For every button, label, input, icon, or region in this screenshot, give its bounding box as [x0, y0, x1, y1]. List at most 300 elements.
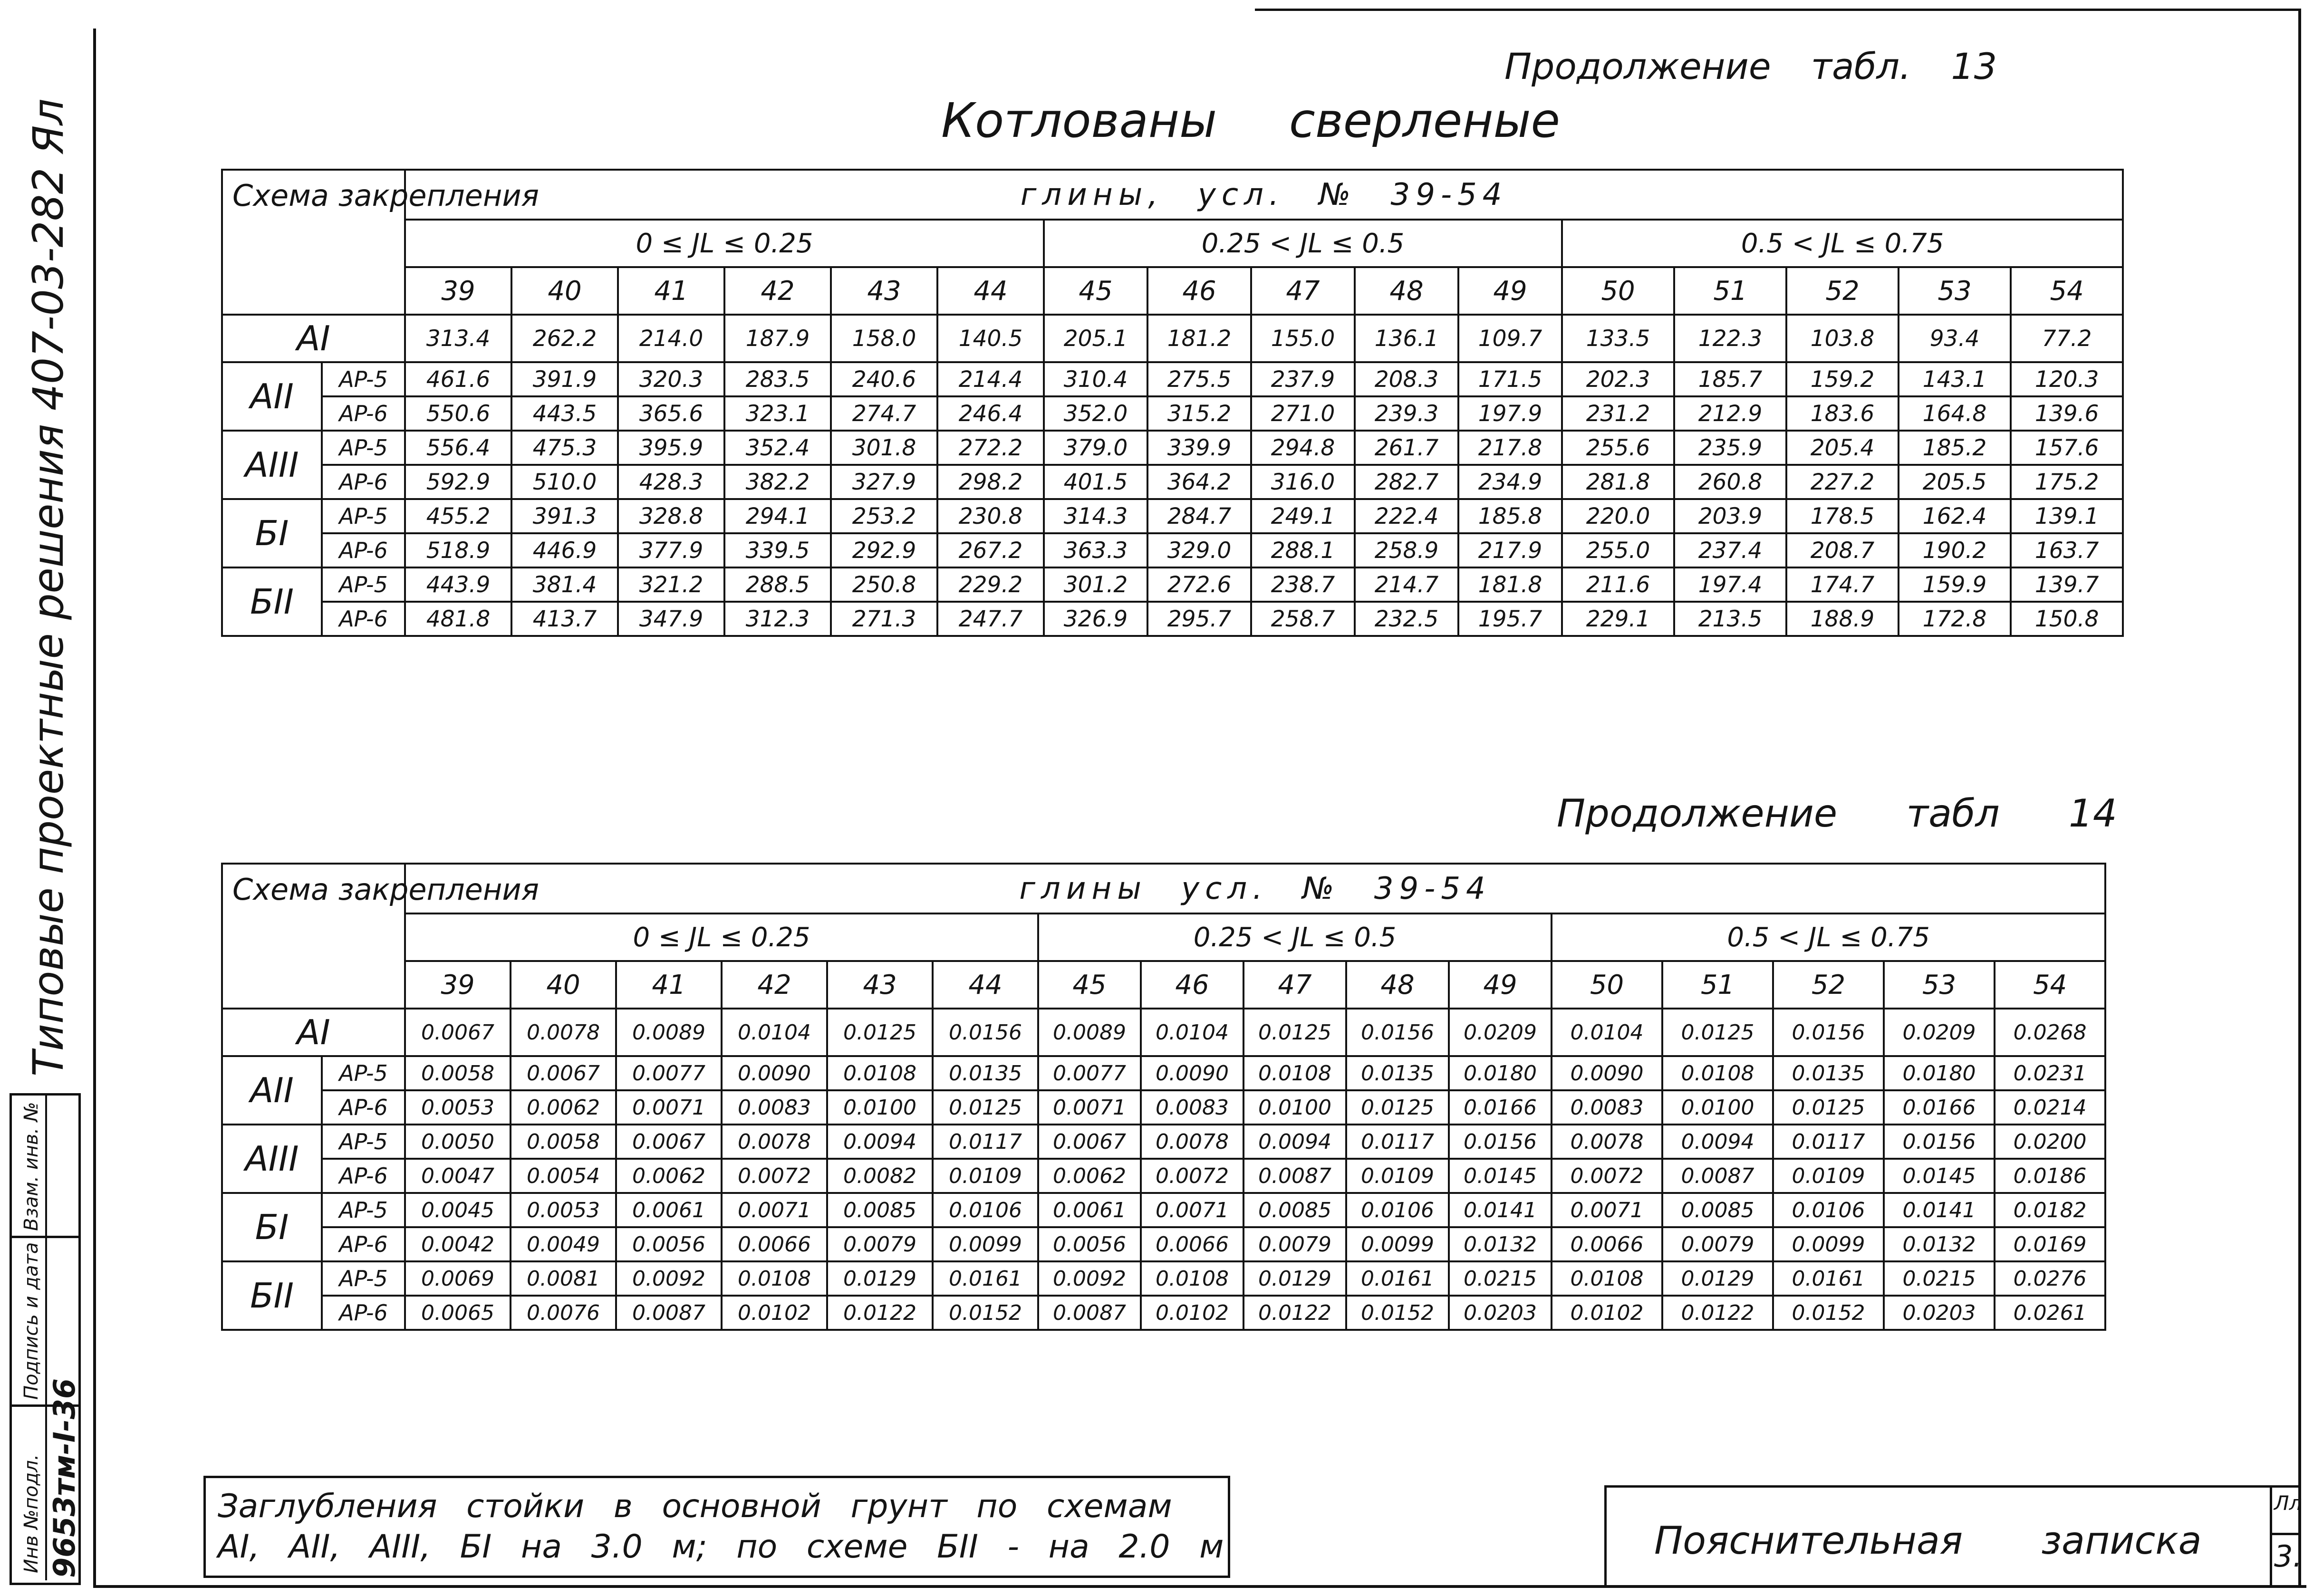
- table-cell: 352.4: [724, 431, 831, 465]
- table-row: [222, 1227, 2105, 1261]
- table-cell: 183.6: [1786, 396, 1899, 431]
- table-cell: 455.2: [405, 499, 511, 533]
- table-cell: 158.0: [831, 315, 937, 362]
- table-cell: 247.7: [937, 602, 1044, 636]
- table-row: [222, 396, 2123, 431]
- table14-scheme-header: Схема закрепления: [222, 864, 405, 1009]
- table-cell: 0.0058: [405, 1056, 511, 1090]
- table-cell: 229.2: [937, 567, 1044, 602]
- table-cell: 315.2: [1147, 396, 1251, 431]
- table-cell: 246.4: [937, 396, 1044, 431]
- table-cell: 0.0104: [722, 1009, 827, 1056]
- table-cell: 0.0102: [1141, 1296, 1243, 1330]
- sheet-divider: [2272, 1533, 2301, 1535]
- table-cell: 0.0092: [1038, 1261, 1141, 1296]
- table-cell: 195.7: [1458, 602, 1562, 636]
- table-cell: 272.2: [937, 431, 1044, 465]
- table-cell: 381.4: [511, 567, 618, 602]
- stamp-label-sign: Подпись и дата: [20, 1242, 42, 1400]
- table13-title: Котлованы сверленые: [941, 93, 1561, 148]
- table-cell: 0.0108: [1243, 1056, 1346, 1090]
- table-cell: 261.7: [1355, 431, 1458, 465]
- table13-column-header: 41: [618, 267, 724, 315]
- table-cell: 0.0089: [616, 1009, 722, 1056]
- table-cell: 0.0117: [933, 1125, 1038, 1159]
- table-cell: 0.0117: [1346, 1125, 1449, 1159]
- table-cell: 0.0072: [722, 1159, 827, 1193]
- table-cell: 428.3: [618, 465, 724, 499]
- table-cell: 250.8: [831, 567, 937, 602]
- table-cell: 0.0056: [616, 1227, 722, 1261]
- table-cell: 0.0049: [511, 1227, 616, 1261]
- table-cell: 0.0200: [1995, 1125, 2105, 1159]
- table-cell: 133.5: [1562, 315, 1674, 362]
- table-row: [222, 499, 2123, 533]
- table-cell: 0.0215: [1884, 1261, 1995, 1296]
- table-cell: 377.9: [618, 533, 724, 567]
- table-cell: 190.2: [1899, 533, 2011, 567]
- table-cell: 0.0125: [933, 1090, 1038, 1125]
- table-row: [222, 1056, 2105, 1090]
- table13-column-header: 48: [1355, 267, 1458, 315]
- table13: [221, 169, 2124, 637]
- table-cell: 181.2: [1147, 315, 1251, 362]
- table-cell: 237.9: [1251, 362, 1355, 396]
- table-cell: 0.0082: [827, 1159, 933, 1193]
- table-cell: 0.0125: [1243, 1009, 1346, 1056]
- anchor-type-label: AP-6: [322, 533, 405, 567]
- table-cell: 323.1: [724, 396, 831, 431]
- scheme-label: AI: [222, 1009, 405, 1056]
- table-cell: 0.0054: [511, 1159, 616, 1193]
- table-cell: 0.0156: [1449, 1125, 1552, 1159]
- table-cell: 258.9: [1355, 533, 1458, 567]
- table-cell: 0.0094: [827, 1125, 933, 1159]
- table-cell: 0.0071: [1552, 1193, 1662, 1227]
- scheme-label: AI: [222, 315, 405, 362]
- table-cell: 0.0104: [1141, 1009, 1243, 1056]
- table-cell: 294.1: [724, 499, 831, 533]
- table-cell: 172.8: [1899, 602, 2011, 636]
- table13-continuation: Продолжение табл. 13: [1504, 45, 1997, 87]
- table-cell: 227.2: [1786, 465, 1899, 499]
- title-block-title: Пояснительная записка: [1654, 1519, 2202, 1563]
- table-cell: 0.0156: [1884, 1125, 1995, 1159]
- table-cell: 205.5: [1899, 465, 2011, 499]
- table-cell: 0.0062: [1038, 1159, 1141, 1193]
- table-cell: 185.2: [1899, 431, 2011, 465]
- table-cell: 446.9: [511, 533, 618, 567]
- anchor-type-label: AP-6: [322, 465, 405, 499]
- table-cell: 272.6: [1147, 567, 1251, 602]
- table-cell: 0.0125: [1346, 1090, 1449, 1125]
- table-cell: 592.9: [405, 465, 511, 499]
- table-cell: 301.2: [1044, 567, 1147, 602]
- table-cell: 0.0069: [405, 1261, 511, 1296]
- table-cell: 0.0108: [1662, 1056, 1773, 1090]
- table-cell: 0.0071: [1141, 1193, 1243, 1227]
- table-cell: 294.8: [1251, 431, 1355, 465]
- table-cell: 0.0099: [1773, 1227, 1884, 1261]
- table14-column-header: 50: [1552, 961, 1662, 1009]
- table-row: [222, 1261, 2105, 1296]
- table-cell: 0.0108: [722, 1261, 827, 1296]
- table-cell: 0.0122: [1243, 1296, 1346, 1330]
- scheme-label: БII: [222, 567, 322, 636]
- table14-range-3: 0.5 < JL ≤ 0.75: [1552, 913, 2105, 961]
- table-cell: 0.0065: [405, 1296, 511, 1330]
- table-cell: 232.5: [1355, 602, 1458, 636]
- table-cell: 0.0166: [1884, 1090, 1995, 1125]
- table-cell: 238.7: [1251, 567, 1355, 602]
- table-cell: 0.0066: [1552, 1227, 1662, 1261]
- table-cell: 0.0061: [1038, 1193, 1141, 1227]
- table-cell: 0.0156: [1346, 1009, 1449, 1056]
- table-cell: 0.0066: [1141, 1227, 1243, 1261]
- table14-column-row: [222, 961, 2105, 1009]
- table-cell: 310.4: [1044, 362, 1147, 396]
- table-cell: 239.3: [1355, 396, 1458, 431]
- table13-column-header: 42: [724, 267, 831, 315]
- table-cell: 0.0067: [405, 1009, 511, 1056]
- table-row: [222, 1090, 2105, 1125]
- table13-column-header: 47: [1251, 267, 1355, 315]
- sheet-number: 3.: [2274, 1539, 2303, 1574]
- table13-column-header: 40: [511, 267, 618, 315]
- table-cell: 255.0: [1562, 533, 1674, 567]
- table14-column-header: 41: [616, 961, 722, 1009]
- table-cell: 0.0129: [1243, 1261, 1346, 1296]
- table-cell: 329.0: [1147, 533, 1251, 567]
- table-cell: 0.0135: [933, 1056, 1038, 1090]
- table-cell: 301.8: [831, 431, 937, 465]
- table13-column-header: 50: [1562, 267, 1674, 315]
- table-cell: 298.2: [937, 465, 1044, 499]
- table-cell: 0.0104: [1552, 1009, 1662, 1056]
- table-cell: 0.0117: [1773, 1125, 1884, 1159]
- table-cell: 382.2: [724, 465, 831, 499]
- table-cell: 0.0268: [1995, 1009, 2105, 1056]
- scheme-label: БI: [222, 1193, 322, 1261]
- table-cell: 0.0078: [511, 1009, 616, 1056]
- table-cell: 0.0122: [1662, 1296, 1773, 1330]
- table-cell: 443.9: [405, 567, 511, 602]
- table-cell: 0.0161: [1346, 1261, 1449, 1296]
- table-cell: 0.0215: [1449, 1261, 1552, 1296]
- table-cell: 347.9: [618, 602, 724, 636]
- table-cell: 0.0081: [511, 1261, 616, 1296]
- table-cell: 0.0056: [1038, 1227, 1141, 1261]
- table-row: [222, 315, 2123, 362]
- table-cell: 0.0209: [1884, 1009, 1995, 1056]
- table-cell: 163.7: [2011, 533, 2123, 567]
- table-cell: 0.0083: [722, 1090, 827, 1125]
- table-cell: 0.0156: [933, 1009, 1038, 1056]
- table-cell: 401.5: [1044, 465, 1147, 499]
- table-cell: 339.5: [724, 533, 831, 567]
- scheme-label: AII: [222, 1056, 322, 1125]
- table-cell: 234.9: [1458, 465, 1562, 499]
- table-cell: 93.4: [1899, 315, 2011, 362]
- table-cell: 0.0045: [405, 1193, 511, 1227]
- table14-column-header: 39: [405, 961, 511, 1009]
- table-cell: 556.4: [405, 431, 511, 465]
- table13-column-row: [222, 267, 2123, 315]
- table-cell: 120.3: [2011, 362, 2123, 396]
- table13-column-header: 52: [1786, 267, 1899, 315]
- table-cell: 0.0072: [1552, 1159, 1662, 1193]
- note-line-2: AI, AII, AIII, БI на 3.0 м; по схеме БII - на 2.0 м: [218, 1528, 1224, 1566]
- table-cell: 185.7: [1674, 362, 1786, 396]
- note-line-1: Заглубления стойки в основной грунт по схемам: [218, 1488, 1172, 1525]
- table-cell: 0.0078: [1552, 1125, 1662, 1159]
- table-cell: 213.5: [1674, 602, 1786, 636]
- table-cell: 214.7: [1355, 567, 1458, 602]
- table-cell: 0.0169: [1995, 1227, 2105, 1261]
- anchor-type-label: AP-6: [322, 602, 405, 636]
- table-cell: 214.4: [937, 362, 1044, 396]
- table-cell: 208.3: [1355, 362, 1458, 396]
- table-cell: 0.0276: [1995, 1261, 2105, 1296]
- table13-column-header: 51: [1674, 267, 1786, 315]
- table-cell: 312.3: [724, 602, 831, 636]
- sheet-box: [2270, 1485, 2301, 1587]
- table-cell: 271.0: [1251, 396, 1355, 431]
- table-cell: 365.6: [618, 396, 724, 431]
- table-cell: 0.0042: [405, 1227, 511, 1261]
- table-cell: 0.0261: [1995, 1296, 2105, 1330]
- table-cell: 0.0078: [1141, 1125, 1243, 1159]
- table-cell: 0.0161: [1773, 1261, 1884, 1296]
- table-row: [222, 1009, 2105, 1056]
- table-cell: 0.0053: [511, 1193, 616, 1227]
- table14-column-header: 48: [1346, 961, 1449, 1009]
- table-cell: 164.8: [1899, 396, 2011, 431]
- table-cell: 0.0050: [405, 1125, 511, 1159]
- table-cell: 320.3: [618, 362, 724, 396]
- table-cell: 220.0: [1562, 499, 1674, 533]
- table-cell: 288.1: [1251, 533, 1355, 567]
- table-cell: 0.0078: [722, 1125, 827, 1159]
- table-cell: 267.2: [937, 533, 1044, 567]
- table-row: [222, 362, 2123, 396]
- anchor-type-label: AP-5: [322, 1193, 405, 1227]
- table-cell: 0.0141: [1449, 1193, 1552, 1227]
- table-cell: 159.9: [1899, 567, 2011, 602]
- table-cell: 175.2: [2011, 465, 2123, 499]
- table-cell: 0.0100: [1243, 1090, 1346, 1125]
- table-row: [222, 1159, 2105, 1193]
- table-cell: 0.0099: [1346, 1227, 1449, 1261]
- table-cell: 255.6: [1562, 431, 1674, 465]
- table-cell: 288.5: [724, 567, 831, 602]
- table14-column-header: 49: [1449, 961, 1552, 1009]
- table-cell: 0.0053: [405, 1090, 511, 1125]
- table-cell: 281.8: [1562, 465, 1674, 499]
- table-cell: 395.9: [618, 431, 724, 465]
- table14-column-header: 46: [1141, 961, 1243, 1009]
- anchor-type-label: AP-6: [322, 1159, 405, 1193]
- table-row: [222, 1125, 2105, 1159]
- table-cell: 155.0: [1251, 315, 1355, 362]
- table-cell: 0.0109: [1773, 1159, 1884, 1193]
- table-cell: 0.0076: [511, 1296, 616, 1330]
- table-cell: 0.0079: [827, 1227, 933, 1261]
- table-cell: 314.3: [1044, 499, 1147, 533]
- table14-column-header: 52: [1773, 961, 1884, 1009]
- table14-column-header: 54: [1995, 961, 2105, 1009]
- table14-column-header: 43: [827, 961, 933, 1009]
- table-cell: 292.9: [831, 533, 937, 567]
- table-cell: 187.9: [724, 315, 831, 362]
- table-row: [222, 533, 2123, 567]
- table-cell: 122.3: [1674, 315, 1786, 362]
- table-cell: 230.8: [937, 499, 1044, 533]
- table-cell: 139.7: [2011, 567, 2123, 602]
- table-cell: 258.7: [1251, 602, 1355, 636]
- table-cell: 0.0214: [1995, 1090, 2105, 1125]
- table-row: [222, 567, 2123, 602]
- table-cell: 249.1: [1251, 499, 1355, 533]
- table14-column-header: 47: [1243, 961, 1346, 1009]
- table-cell: 103.8: [1786, 315, 1899, 362]
- table14-continuation: Продолжение табл 14: [1557, 791, 2117, 836]
- table-cell: 0.0058: [511, 1125, 616, 1159]
- table-cell: 0.0180: [1449, 1056, 1552, 1090]
- table-cell: 0.0152: [1773, 1296, 1884, 1330]
- table-cell: 208.7: [1786, 533, 1899, 567]
- table-cell: 0.0166: [1449, 1090, 1552, 1125]
- table-cell: 0.0090: [1552, 1056, 1662, 1090]
- table13-column-header: 43: [831, 267, 937, 315]
- anchor-type-label: AP-5: [322, 1261, 405, 1296]
- table-cell: 0.0129: [1662, 1261, 1773, 1296]
- table-cell: 327.9: [831, 465, 937, 499]
- table-cell: 0.0180: [1884, 1056, 1995, 1090]
- table-cell: 0.0094: [1662, 1125, 1773, 1159]
- table-cell: 461.6: [405, 362, 511, 396]
- anchor-type-label: AP-6: [322, 396, 405, 431]
- table-cell: 0.0066: [722, 1227, 827, 1261]
- table-cell: 0.0090: [1141, 1056, 1243, 1090]
- table-cell: 475.3: [511, 431, 618, 465]
- table13-column-header: 49: [1458, 267, 1562, 315]
- table-cell: 0.0062: [511, 1090, 616, 1125]
- table-cell: 205.1: [1044, 315, 1147, 362]
- table-cell: 0.0109: [1346, 1159, 1449, 1193]
- table-cell: 212.9: [1674, 396, 1786, 431]
- table-cell: 518.9: [405, 533, 511, 567]
- table-cell: 271.3: [831, 602, 937, 636]
- table-cell: 0.0209: [1449, 1009, 1552, 1056]
- table-cell: 321.2: [618, 567, 724, 602]
- table13-range-1: 0 ≤ JL ≤ 0.25: [405, 220, 1044, 267]
- table-cell: 185.8: [1458, 499, 1562, 533]
- table-cell: 0.0087: [616, 1296, 722, 1330]
- table-cell: 178.5: [1786, 499, 1899, 533]
- table13-column-header: 54: [2011, 267, 2123, 315]
- scheme-label: БI: [222, 499, 322, 567]
- table-cell: 0.0135: [1346, 1056, 1449, 1090]
- table-cell: 282.7: [1355, 465, 1458, 499]
- archive-stamp: [10, 1093, 81, 1585]
- note-box: [203, 1476, 1230, 1578]
- table-row: [222, 465, 2123, 499]
- table-cell: 326.9: [1044, 602, 1147, 636]
- table-cell: 0.0047: [405, 1159, 511, 1193]
- table-cell: 0.0085: [1662, 1193, 1773, 1227]
- scheme-label: AII: [222, 362, 322, 431]
- table-cell: 0.0067: [616, 1125, 722, 1159]
- table-cell: 0.0100: [1662, 1090, 1773, 1125]
- table-cell: 229.1: [1562, 602, 1674, 636]
- table-cell: 0.0067: [1038, 1125, 1141, 1159]
- table-cell: 328.8: [618, 499, 724, 533]
- table-cell: 0.0108: [1141, 1261, 1243, 1296]
- table-cell: 313.4: [405, 315, 511, 362]
- table-cell: 0.0071: [616, 1090, 722, 1125]
- table-cell: 0.0099: [933, 1227, 1038, 1261]
- table-cell: 171.5: [1458, 362, 1562, 396]
- table-cell: 0.0085: [1243, 1193, 1346, 1227]
- table-cell: 150.8: [2011, 602, 2123, 636]
- table-cell: 181.8: [1458, 567, 1562, 602]
- table-cell: 0.0108: [1552, 1261, 1662, 1296]
- table-cell: 0.0102: [722, 1296, 827, 1330]
- table-cell: 481.8: [405, 602, 511, 636]
- table-cell: 197.4: [1674, 567, 1786, 602]
- table-cell: 0.0122: [827, 1296, 933, 1330]
- table-cell: 157.6: [2011, 431, 2123, 465]
- table-cell: 0.0135: [1773, 1056, 1884, 1090]
- table-cell: 352.0: [1044, 396, 1147, 431]
- table-cell: 0.0106: [1773, 1193, 1884, 1227]
- table13-scheme-header: Схема закрепления: [222, 170, 405, 315]
- table13-range-3: 0.5 < JL ≤ 0.75: [1562, 220, 2123, 267]
- table-cell: 231.2: [1562, 396, 1674, 431]
- table-cell: 0.0132: [1884, 1227, 1995, 1261]
- table-row: [222, 1296, 2105, 1330]
- table-cell: 0.0125: [827, 1009, 933, 1056]
- table-cell: 0.0106: [1346, 1193, 1449, 1227]
- scheme-label: БII: [222, 1261, 322, 1330]
- table-cell: 284.7: [1147, 499, 1251, 533]
- table-cell: 260.8: [1674, 465, 1786, 499]
- table-cell: 0.0067: [511, 1056, 616, 1090]
- right-border-line: [2298, 9, 2301, 1586]
- anchor-type-label: AP-5: [322, 567, 405, 602]
- table-cell: 0.0090: [722, 1056, 827, 1090]
- table-cell: 0.0231: [1995, 1056, 2105, 1090]
- table-cell: 0.0129: [827, 1261, 933, 1296]
- table-cell: 202.3: [1562, 362, 1674, 396]
- table-cell: 0.0077: [616, 1056, 722, 1090]
- table-cell: 0.0152: [1346, 1296, 1449, 1330]
- table-cell: 0.0203: [1449, 1296, 1552, 1330]
- table-cell: 0.0087: [1243, 1159, 1346, 1193]
- table-cell: 203.9: [1674, 499, 1786, 533]
- table-cell: 363.3: [1044, 533, 1147, 567]
- table14-range-1: 0 ≤ JL ≤ 0.25: [405, 913, 1038, 961]
- table-cell: 77.2: [2011, 315, 2123, 362]
- table-cell: 0.0087: [1038, 1296, 1141, 1330]
- table-cell: 262.2: [511, 315, 618, 362]
- anchor-type-label: AP-5: [322, 1125, 405, 1159]
- table13-column-header: 44: [937, 267, 1044, 315]
- table-cell: 0.0203: [1884, 1296, 1995, 1330]
- table-cell: 283.5: [724, 362, 831, 396]
- table-cell: 140.5: [937, 315, 1044, 362]
